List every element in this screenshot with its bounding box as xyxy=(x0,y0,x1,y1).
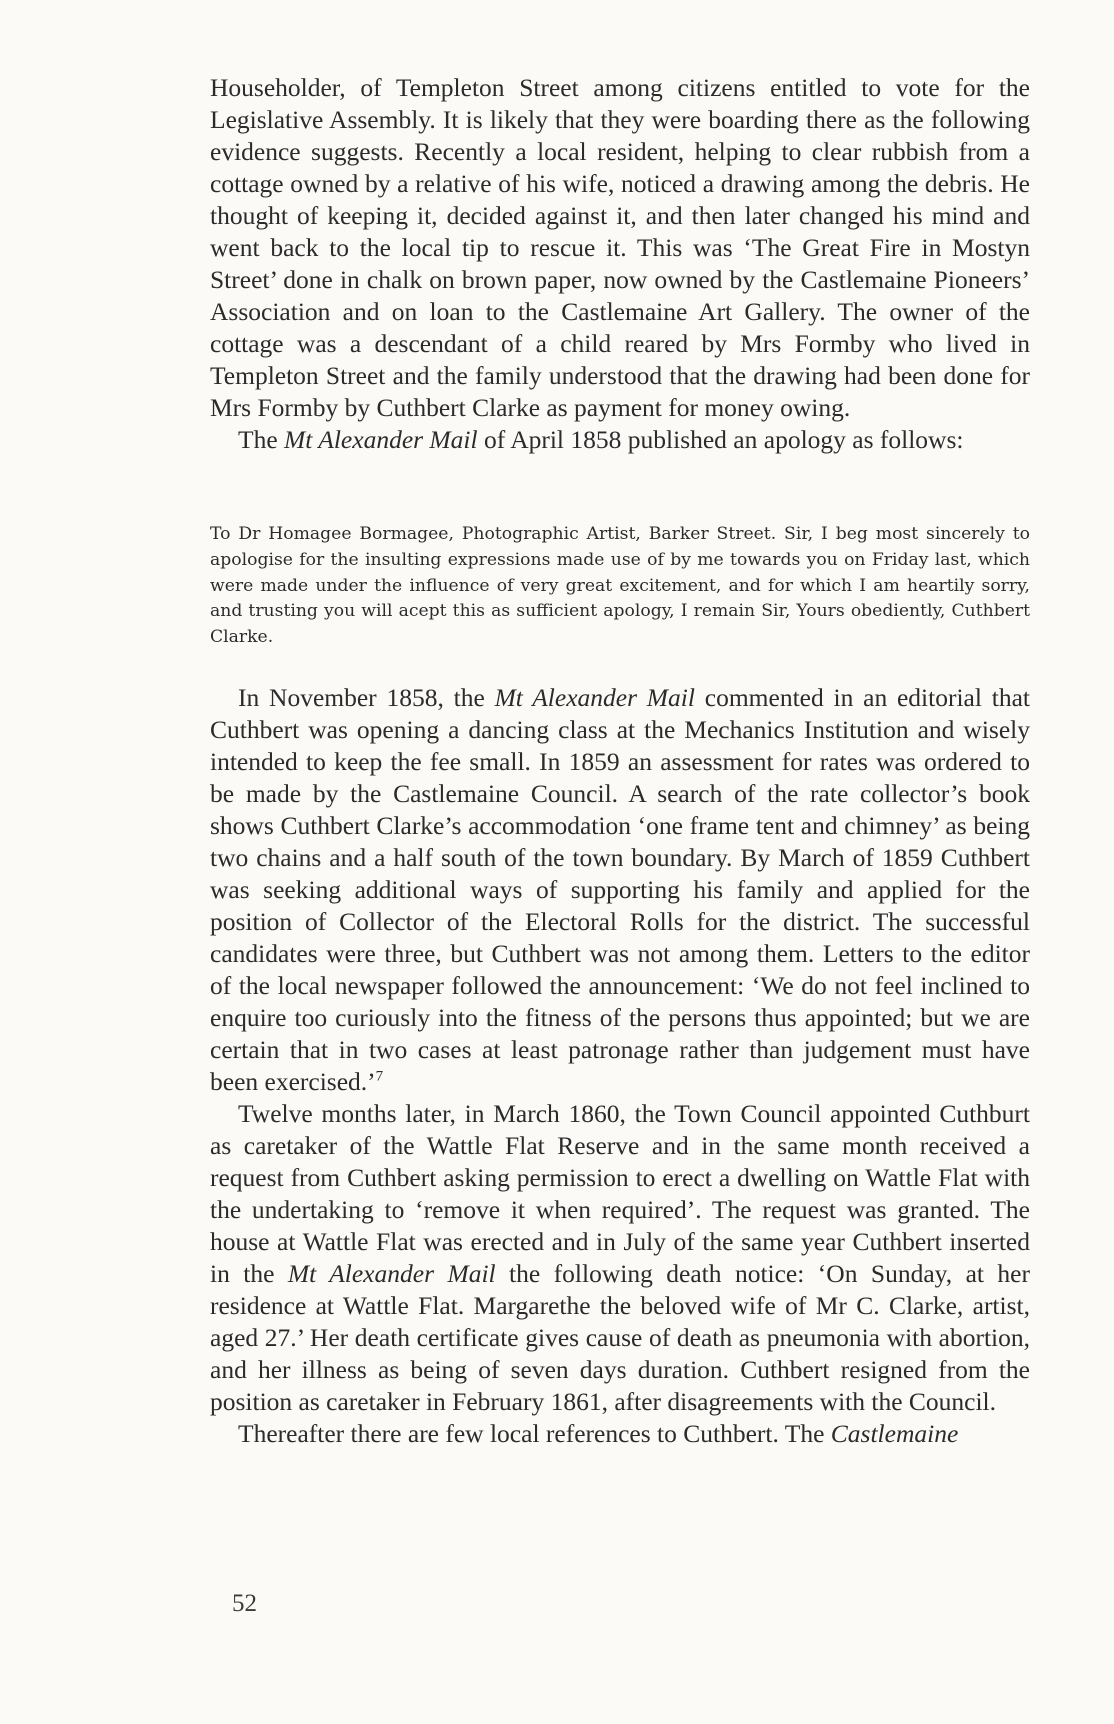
text-block-bottom xyxy=(210,682,1030,1450)
newspaper-title: Mt Alexander Mail xyxy=(284,425,478,454)
paragraph-2-text-end: of April 1858 published an apology as follows: xyxy=(477,425,964,454)
text-block-top xyxy=(210,72,1030,456)
paragraph-3-text-end: commented in an editorial that Cuthbert was opening a dancing class at the Mechanics Institution and wisely intended to keep the fee small. In 1859 an assessment for rates was ordered to be made by the Castlemaine Council. A search of the rate collector’s book shows Cuthbert Clarke’s accommodation ‘one frame tent and chimney’ as being two chains and a half south of the town boundary. By March of 1859 Cuthbert was seeking additional ways of supporting his family and applied for the position of Collector of the Electoral Rolls for the district. The successful candidates were three, but Cuthbert was not among them. Letters to the editor of the local newspaper followed the announcement: ‘We do not feel inclined to enquire too curiously into the fitness of the persons thus appointed; but we are certain that in two cases at least patronage rather than judgement must have been exercised.’ xyxy=(210,683,1030,1096)
paragraph-3-text-start: In November 1858, the xyxy=(238,683,495,712)
newspaper-title: Mt Alexander Mail xyxy=(494,683,695,712)
newspaper-title: Castlemaine xyxy=(830,1419,959,1448)
footnote-marker: 7 xyxy=(375,1068,384,1085)
newspaper-title: Mt Alexander Mail xyxy=(287,1259,496,1288)
page-number: 52 xyxy=(232,1590,257,1617)
paragraph-4-text-start: Twelve months later, in March 1860, the Town Council appointed Cuthburt as caretaker of the Wattle Flat Reserve and in the same month received a request from Cuthbert asking permission to erect a dwelling on Wattle Flat with the undertaking to ‘remove it when required’. The request was granted. The house at Wattle Flat was erected and in July of the same year Cuthbert inserted in the xyxy=(210,1099,1030,1288)
block-quote: To Dr Homagee Bormagee, Photographic Artist, Barker Street. Sir, I beg most sincerely to apologise for the insulting expressions made use of by me towards you on Friday last, which were made under the influence of very great excitement, and for which I am heartily sorry, and trusting you will acept this as sufficient apology, I remain Sir, Yours obediently, Cuthbert Clarke. xyxy=(210,524,1030,648)
paragraph-1: Householder, of Templeton Street among citizens entitled to vote for the Legislative Assembly. It is likely that they were boarding there as the following evidence suggests. Recently a local resident, helping to clear rubbish from a cottage owned by a relative of his wife, noticed a drawing among the debris. He thought of keeping it, decided against it, and then later changed his mind and went back to the local tip to rescue it. This was ‘The Great Fire in Mostyn Street’ done in chalk on brown paper, now owned by the Castlemaine Pioneers’ Association and on loan to the Castlemaine Art Gallery. The owner of the cottage was a descendant of a child reared by Mrs Formby who lived in Templeton Street and the family understood that the drawing had been done for Mrs Formby by Cuthbert Clarke as payment for money owing. xyxy=(210,73,1030,422)
paragraph-5 xyxy=(210,1418,1030,1450)
paragraph-5-text-start: Thereafter there are few local references to Cuthbert. The xyxy=(238,1419,831,1448)
paragraph-3 xyxy=(210,682,1030,1098)
paragraph-4-text-end: the following death notice: ‘On Sunday, at her residence at Wattle Flat. Margarethe the beloved wife of Mr C. Clarke, artist, aged 27.’ Her death certificate gives cause of death as pneumonia with abortion, and her illness as being of seven days duration. Cuthbert resigned from the position as caretaker in February 1861, after disagreements with the Council. xyxy=(210,1259,1030,1416)
paragraph-4 xyxy=(210,1098,1030,1418)
paragraph-2-text-start: The xyxy=(238,425,285,454)
paragraph-2 xyxy=(210,424,1030,456)
